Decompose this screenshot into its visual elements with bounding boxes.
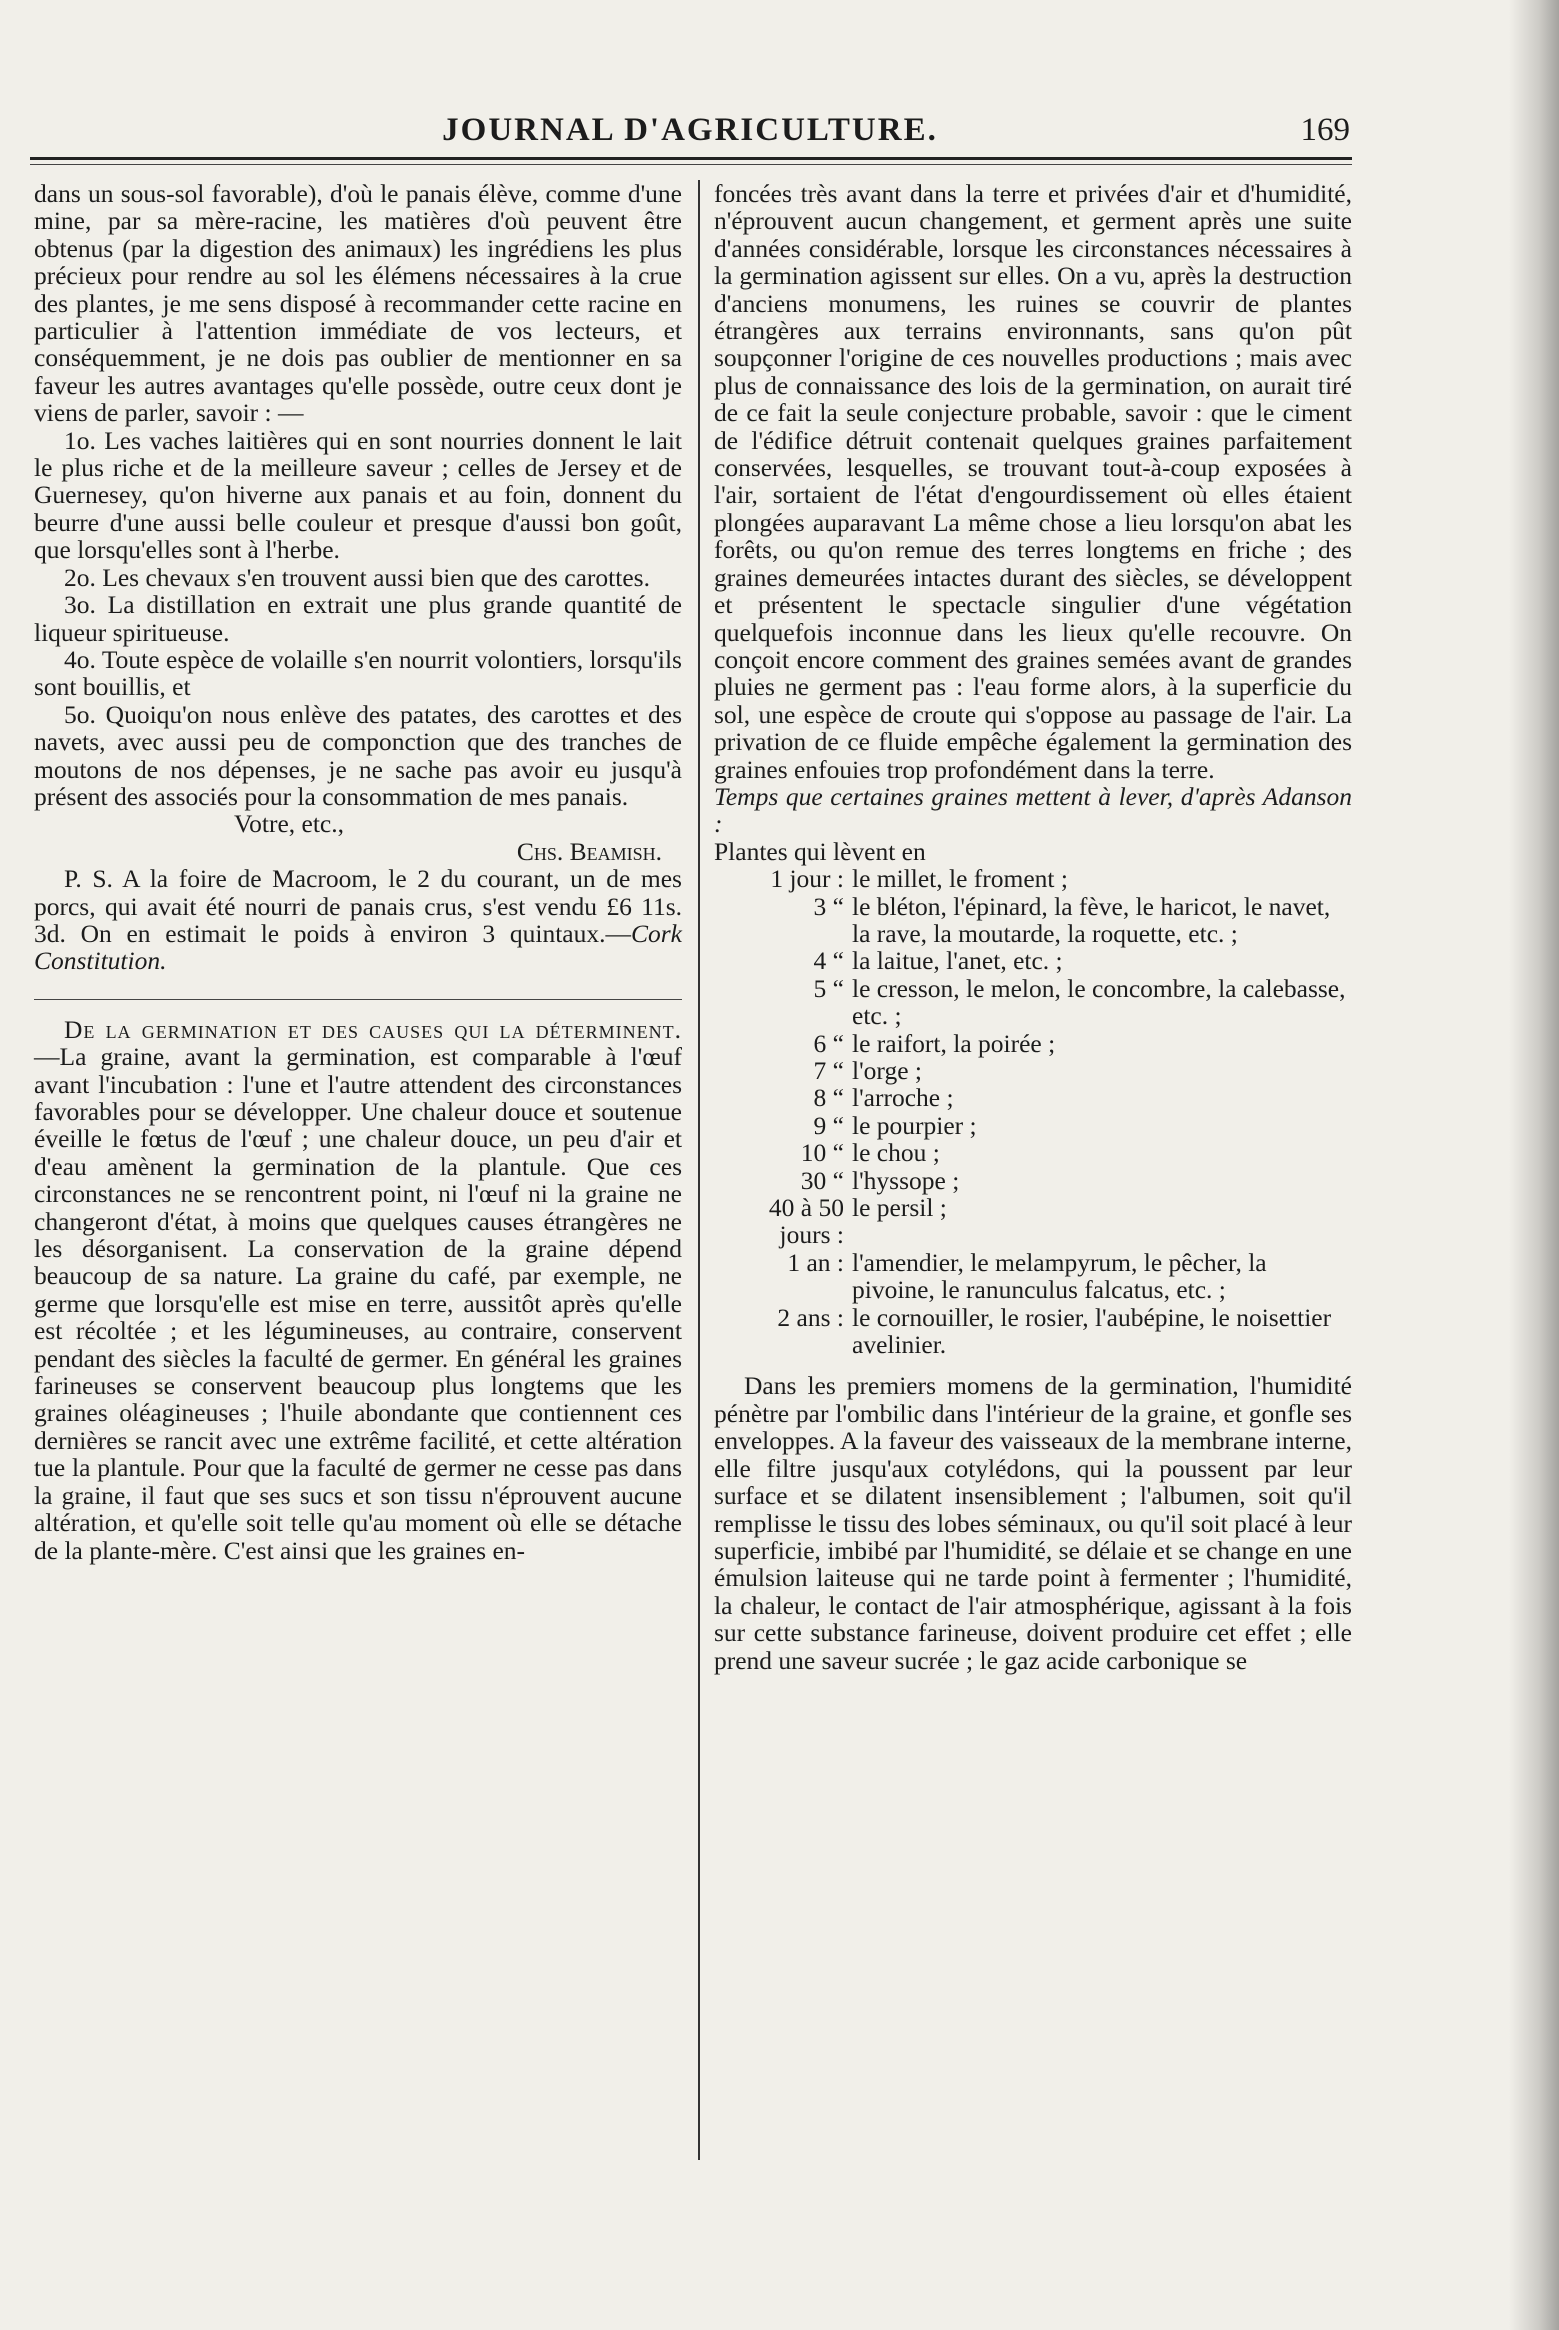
table-row	[714, 1304, 1352, 1359]
germination-plants: le chou ;	[852, 1138, 940, 1168]
column-divider	[698, 180, 700, 2160]
paragraph: foncées très avant dans la terre et privées d'air et d'humidité, n'éprouvent aucun changement, et germent après une suite d'années considérable, lorsque les circonstances nécessaires à la germination agissent sur elles. On a vu, après la destruction d'anciens monumens, les ruines se couvrir de plantes étrangères aux terrains environnants, sans qu'on pût soupçonner l'origine de ces nouvelles productions ; mais avec plus de connaissance des lois de la germination, on aurait tiré de ce fait la seule conjecture probable, savoir : que le ciment de l'édifice détruit contenait quelques graines parfaitement conservées, lesquelles, se trouvant tout-à-coup exposées à l'air, sortaient de l'état d'engourdissement où elles étaient plongées auparavant La même chose a lieu lorsqu'on abat les forêts, ou qu'on remue des terres longtems en friche ; des graines demeurées intactes durant des siècles, se développent et présentent le spectacle singulier d'une végétation quelquefois inconnue dans les lieux qu'elle recouvre. On conçoit encore comment des graines semées avant de grandes pluies ne germent pas : l'eau forme alors, à la superficie du sol, une espèce de croute qui s'oppose au passage de l'air. La privation de ce fluide empêche également la germination des graines enfouies trop profondément dans la terre.	[714, 179, 1352, 784]
header-rule-thin	[30, 164, 1352, 165]
table-row	[714, 1167, 1352, 1194]
list-item: 1o. Les vaches laitières qui en sont nourries donnent le lait le plus riche et de la meilleure saveur ; celles de Jersey et de Guernesey, qu'on hiverne aux panais et au foin, donnent du beurre d'une aussi belle couleur et presque d'aussi bon goût, que lorsqu'elles sont à l'herbe.	[34, 425, 682, 565]
germination-time: 4 “	[813, 946, 844, 976]
germination-plants: l'amendier, le melampyrum, le pêcher, la pivoine, le ranunculus falcatus, etc. ;	[852, 1247, 1267, 1305]
table-caption: Temps que certaines graines mettent à lever, d'après Adanson :	[714, 781, 1352, 839]
list-item: 3o. La distillation en extrait une plus grande quantité de liqueur spiritueuse.	[34, 590, 682, 647]
table-row	[714, 1030, 1352, 1057]
article-body: —La graine, avant la germination, est comparable à l'œuf avant l'incubation : l'une et l'autre attendent des circonstances favorables pour se développer. Une chaleur douce et soutenue éveille le fœtus de l'œuf ; une chaleur douce, un peu d'air et d'eau amènent la germination de la plantule. Que ces circonstances ne se rencontrent point, ni l'œuf ni la graine ne changeront d'état, à moins que quelques causes étrangères ne les désorganisent. La conservation de la graine dépend beaucoup de sa nature. La graine du café, par exemple, ne germe que lorsqu'elle est mise en terre, aussitôt après qu'elle est récoltée ; et les légumineuses, au contraire, conservent pendant des siècles la faculté de germer. En général les graines farineuses se conservent beaucoup plus longtems que les graines oléagineuses ; l'huile abondante que contiennent ces dernières se rancit avec une extrême facilité, et cette altération tue la plantule. Pour que la faculté de germer ne cesse pas dans la graine, il faut que ses sucs et son tissu n'éprouvent aucune altération, et qu'elle soit telle qu'au moment où elle se détache de la plante-mère. C'est ainsi que les graines en-	[34, 1042, 682, 1565]
germination-plants: le persil ;	[852, 1193, 947, 1223]
header-rule	[30, 157, 1352, 160]
germination-plants: le raifort, la poirée ;	[852, 1028, 1056, 1058]
germination-time: 10 “	[800, 1138, 844, 1168]
table-row	[714, 975, 1352, 1030]
postscript-source: Cork Constitution.	[34, 918, 682, 976]
germination-time: 1 an :	[787, 1247, 844, 1277]
list-item: 5o. Quoiqu'on nous enlève des patates, des carottes et des navets, avec aussi peu de componction que des tranches de moutons de nos dépenses, je ne sache pas avoir eu jusqu'à présent des associés pour la consommation de mes panais.	[34, 699, 682, 811]
postscript	[34, 865, 682, 975]
germination-time: 30 “	[800, 1165, 844, 1195]
germination-plants: le bléton, l'épinard, la fève, le haricot, le navet, la rave, la moutarde, la roquette, etc. ;	[852, 891, 1331, 948]
table-row	[714, 947, 1352, 974]
left-column	[34, 180, 682, 1564]
germination-plants: le cresson, le melon, le concombre, la calebasse, etc. ;	[852, 973, 1346, 1031]
germination-plants: l'arroche ;	[852, 1083, 954, 1113]
germination-plants: la laitue, l'anet, etc. ;	[852, 946, 1063, 976]
germination-plants: le pourpier ;	[852, 1110, 977, 1140]
germination-time: 40 à 50 jours :	[768, 1193, 844, 1250]
paragraph: dans un sous-sol favorable), d'où le panais élève, comme d'une mine, par sa mère-racine, les matières d'où peuvent être obtenus (par la digestion des animaux) les ingrédiens les plus précieux pour rendre au sol les élémens nécessaires à la crue des plantes, je me sens disposé à recommander cette racine en particulier à l'attention immédiate de vos lecteurs, et conséquemment, je ne dois pas oublier de mentionner en sa faveur les autres avantages qu'elle possède, outre ceux dont je viens de parler, savoir : —	[34, 179, 682, 428]
germination-plants: l'hyssope ;	[852, 1165, 960, 1195]
table-row	[714, 1057, 1352, 1084]
table-row	[714, 1139, 1352, 1166]
germination-time: 3 “	[813, 891, 844, 921]
germination-table	[714, 865, 1352, 1358]
postscript-text: P. S. A la foire de Macroom, le 2 du courant, un de mes porcs, qui avait été nourri de panais crus, s'est vendu £6 11s. 3d. On en estimait le poids à environ 3 quintaux.—	[34, 864, 682, 948]
germination-time: 2 ans :	[777, 1302, 844, 1332]
germination-plants: l'orge ;	[852, 1056, 922, 1085]
article-paragraph	[34, 1016, 682, 1564]
germination-time: 9 “	[813, 1110, 844, 1140]
table-intro: Plantes qui lèvent en	[714, 836, 926, 866]
germination-time: 5 “	[813, 973, 844, 1003]
letter-closing: Votre, etc.,	[234, 809, 344, 839]
table-row	[714, 1194, 1352, 1249]
table-row	[714, 865, 1352, 892]
article-heading: De la germination et des causes qui la déterminent.	[64, 1014, 682, 1044]
germination-time: 8 “	[813, 1083, 844, 1113]
table-row	[714, 893, 1352, 948]
list-item: 4o. Toute espèce de volaille s'en nourrit volontiers, lorsqu'ils sont bouillis, et	[34, 644, 682, 702]
germination-plants: le cornouiller, le rosier, l'aubépine, le noisettier avelinier.	[852, 1302, 1332, 1360]
page-edge-shadow	[1509, 0, 1559, 2330]
germination-time: 6 “	[813, 1028, 844, 1058]
right-column	[714, 180, 1352, 1674]
letter-signature: Chs. Beamish.	[516, 836, 662, 866]
table-row	[714, 1249, 1352, 1304]
journal-title: JOURNAL D'AGRICULTURE.	[442, 112, 938, 148]
germination-time: 7 “	[813, 1056, 844, 1085]
table-row	[714, 1084, 1352, 1111]
page-number: 169	[1300, 112, 1350, 148]
list-item: 2o. Les chevaux s'en trouvent aussi bien que des carottes.	[64, 562, 650, 592]
germination-plants: le millet, le froment ;	[852, 864, 1068, 894]
paragraph: Dans les premiers momens de la germination, l'humidité pénètre par l'ombilic dans l'intérieur de la graine, et gonfle ses enveloppes. A la faveur des vaisseaux de la membrane interne, elle filtre jusqu'aux cotylédons, qui la poussent par leur surface et se dilatent insensiblement ; l'albumen, soit qu'il remplisse le tissu des lobes séminaux, ou qu'il soit placé à leur superficie, imbibé par l'humidité, se délaie et se change en une émulsion laiteuse qui ne tarde point à fermenter ; l'humidité, la chaleur, le contact de l'air atmosphérique, agissant à la fois sur cette substance farineuse, doivent produire cet effet ; elle prend une saveur sucrée ; le gaz acide carbonique se	[714, 1371, 1352, 1675]
table-row	[714, 1112, 1352, 1139]
article-divider	[34, 999, 682, 1000]
germination-time: 1 jour :	[770, 864, 844, 894]
